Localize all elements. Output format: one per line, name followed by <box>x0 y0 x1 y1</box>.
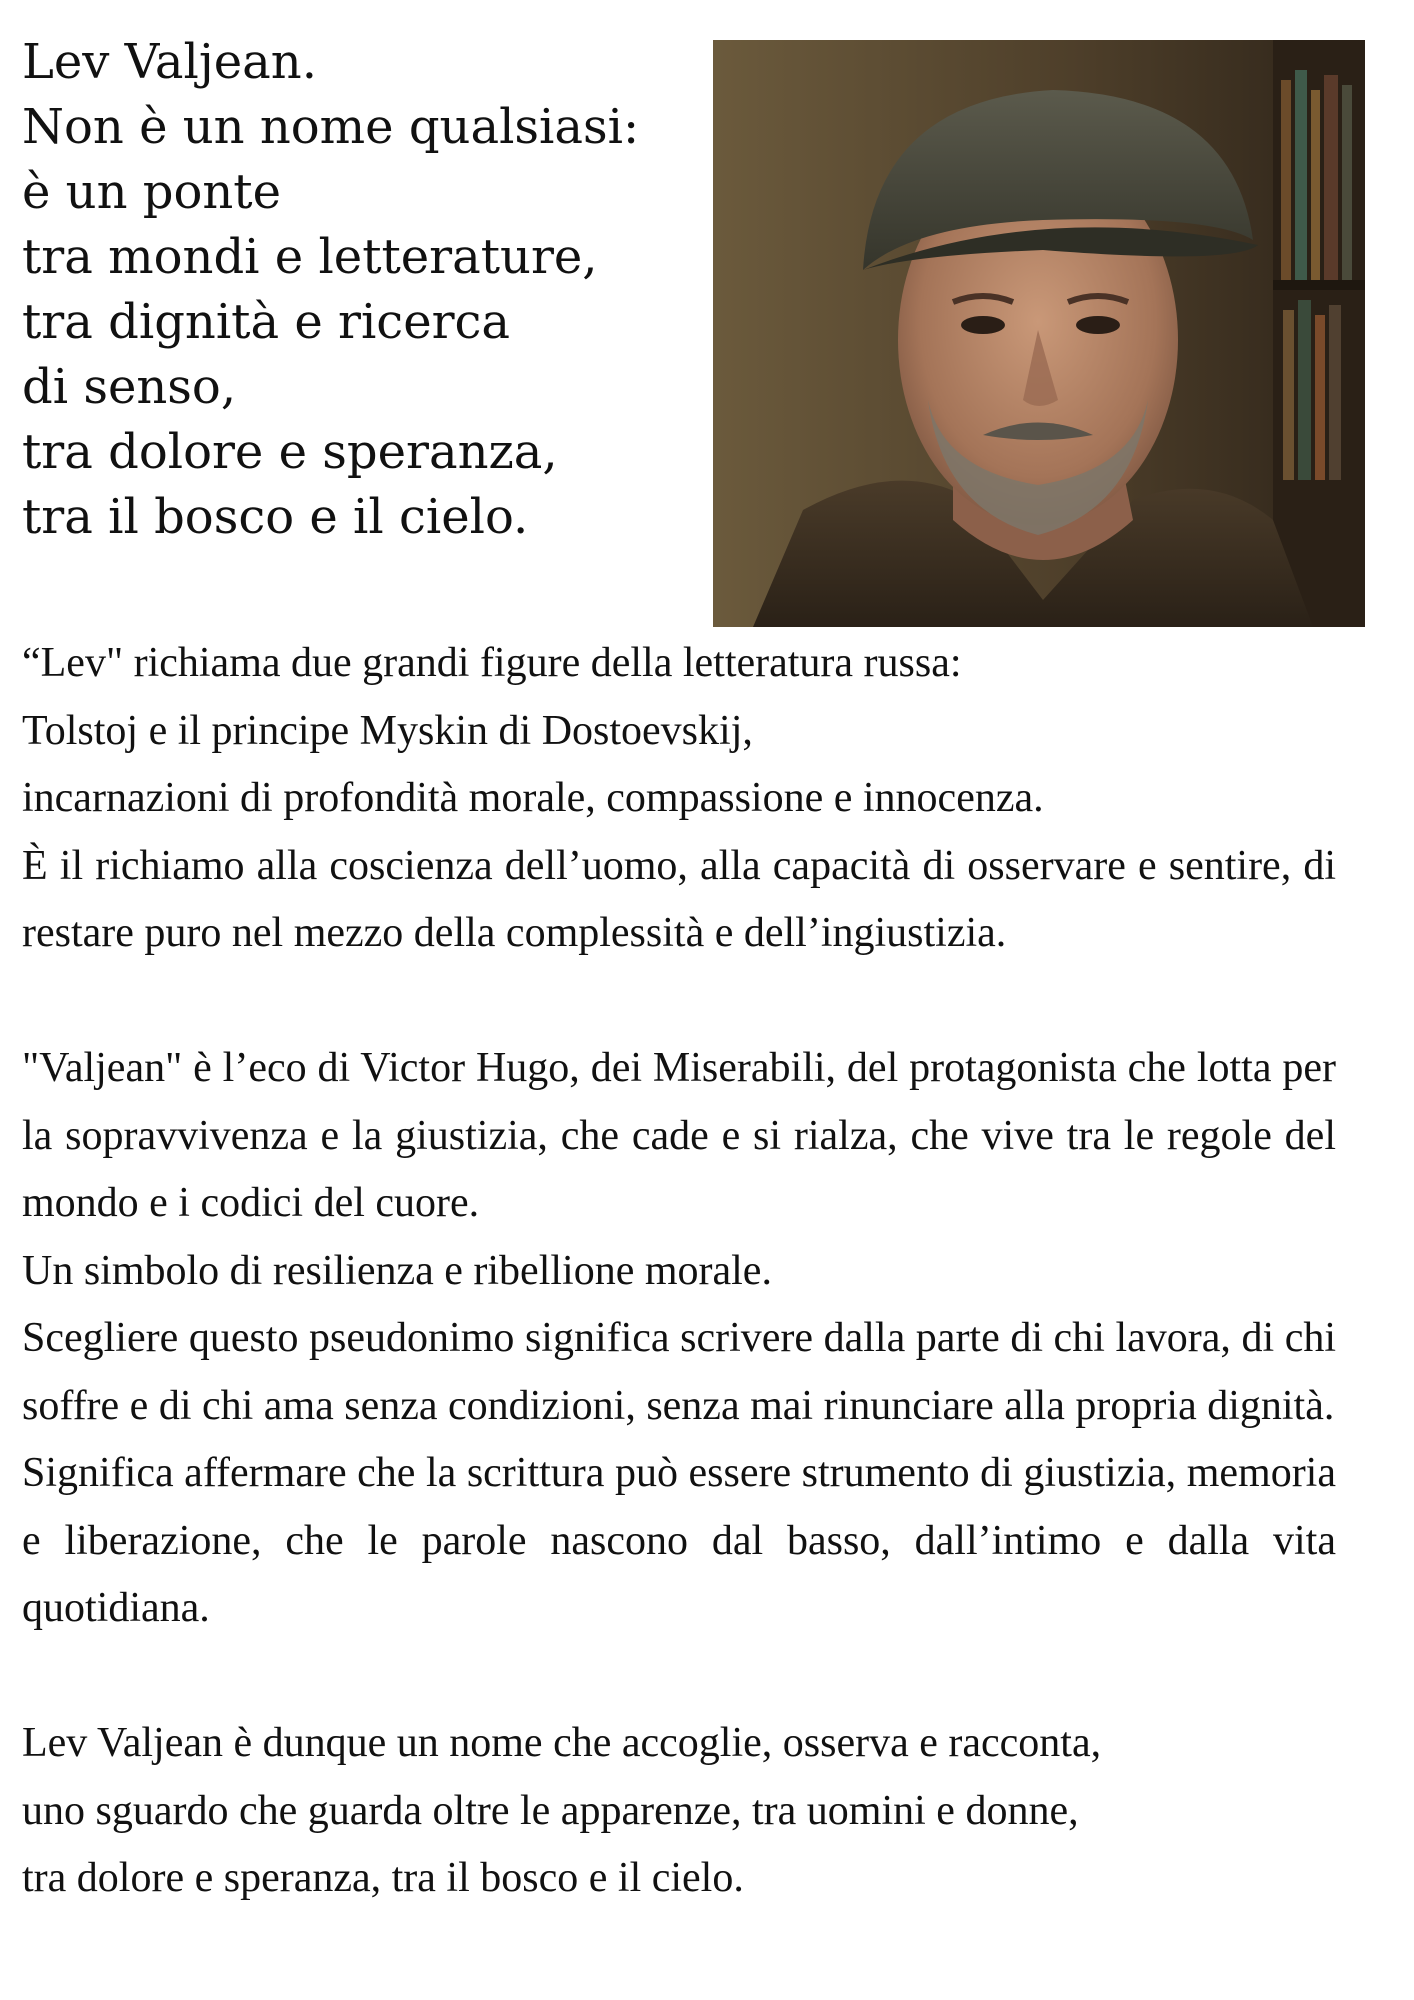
poem-line: Lev Valjean. <box>22 34 317 90</box>
paragraph-gap <box>22 968 1336 1036</box>
poem-line: è un ponte <box>22 164 281 220</box>
poem-line: tra dignità e ricerca <box>22 294 511 350</box>
text-line: tra dolore e speranza, tra il bosco e il cielo. <box>22 1855 744 1901</box>
text-line: “Lev" richiama due grandi figure della letteratura russa: <box>22 640 962 686</box>
paragraph-gap <box>22 1643 1336 1711</box>
body-text <box>22 630 1336 1913</box>
poem-block <box>22 30 682 550</box>
paragraph: È il richiamo alla coscienza dell’uomo, alla capacità di osservare e sentire, di restare puro nel mezzo della complessità e dell’ingiustizia. <box>22 842 1336 956</box>
poem-line: tra il bosco e il cielo. <box>22 489 529 545</box>
paragraph: "Valjean" è l’eco di Victor Hugo, dei Miserabili, del protagonista che lotta per la sopravvivenza e la giustizia, che cade e si rialza, che vive tra le regole del mondo e i codici del cuore. <box>22 1045 1336 1226</box>
author-portrait-photo <box>713 40 1365 627</box>
text-line: Tolstoj e il principe Myskin di Dostoevskij, <box>22 707 753 754</box>
text-line: Lev Valjean è dunque un nome che accoglie, osserva e racconta, <box>22 1720 1102 1766</box>
paragraph: Scegliere questo pseudonimo significa scrivere dalla parte di chi lavora, di chi soffre e di chi ama senza condizioni, senza mai rinunciare alla propria dignità. <box>22 1315 1336 1429</box>
paragraph: Significa affermare che la scrittura può essere strumento di giustizia, memoria e liberazione, che le parole nascono dal basso, dall’intimo e dalla vita quotidiana. <box>22 1450 1336 1631</box>
text-line: incarnazioni di profondità morale, compassione e innocenza. <box>22 775 1044 821</box>
author-portrait <box>713 40 1365 627</box>
text-line: uno sguardo che guarda oltre le apparenze, tra uomini e donne, <box>22 1787 1079 1834</box>
poem-line: Non è un nome qualsiasi: <box>22 99 640 155</box>
poem-line: tra mondi e letterature, <box>22 229 598 285</box>
text-line: Un simbolo di resilienza e ribellione morale. <box>22 1247 772 1294</box>
poem-line: tra dolore e speranza, <box>22 424 558 480</box>
poem-line: di senso, <box>22 359 237 415</box>
